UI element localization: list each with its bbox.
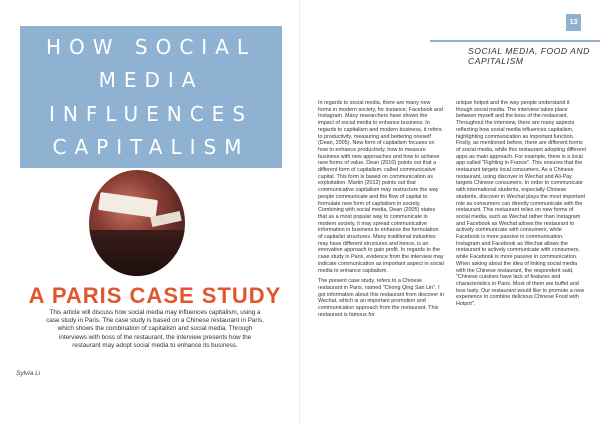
- title-line-2: MEDIA: [98, 68, 204, 93]
- body-column-1: [318, 100, 444, 323]
- page-number: 13: [566, 14, 581, 31]
- storefront-awning: [89, 230, 185, 276]
- restaurant-storefront-photo: [89, 170, 185, 276]
- title-banner: [20, 26, 282, 168]
- title-line-3: INFLUENCES: [48, 101, 254, 126]
- subtitle: A PARIS CASE STUDY: [28, 283, 282, 308]
- author-name: Sylvia Li: [16, 370, 41, 377]
- header-rule: [430, 40, 600, 42]
- title-line-4: CAPITALISM: [52, 135, 250, 160]
- section-label: SOCIAL MEDIA, FOOD AND CAPITALISM: [468, 46, 590, 67]
- body-paragraph: The present case study, refers to a Chinese restaurant in Paris, named "Chong Qing San Lin". I got information about this restaurant from discover in Wechat, which is an important promotion and communication approach from the restaurant. This restaurant is famous for: [318, 278, 444, 318]
- storefront-sign: [98, 192, 158, 218]
- page-gutter: [299, 0, 300, 424]
- title-line-1: HOW SOCIAL: [45, 34, 257, 59]
- body-column-2: [456, 100, 586, 312]
- body-paragraph: In regards to social media, there are many new forms in modern society, for instance; Facebook and Instagram. Many researchers have shown the impact of social media to enhance business. In regards to capitalism and modern business, it refers to productivity, measuring and bettering oneself (Dean, 2005). New form of capitalism focuses on how to enhance productivity, how to measure business with new approaches and how to achieve new forms of value. Dean (2010) points out that a different form of capitalism, called communicative capital. This form is based on communication as exploitation. Martin (2012) points out that communicative capitalism may restructure the way people communicate and the flow of capital to formulate new form of capitalism in society. Combining with social media, Dean (2005) states that as a most popular way to communicate in modern society, it may spread communicative information in business to enhance the formulation of capitalist structures. Many traditional industries may have different structures and hence, is an innovation approach to gain profit. In regards to the case study in Paris, evidence from the interview may indicate communication as important aspect in social media to enhance capitalism.: [318, 100, 444, 274]
- abstract: This article will discuss how social media may influences capitalism, using a case study in Paris. The case study is based on a Chinese restaurant in Paris, which shows the combination of capitalism and social media. Through interviews with boss of the restaurant, the interview presents how the restaurant may adopt social media to enhance its business.: [46, 309, 264, 349]
- body-paragraph: unique hotpot and the way people understand it though social media. The interview takes place between myself and the boss of the restaurant. Throughout the interview, there are many aspects reflecting how social media influences capitalism, highlighting communication as important function. Firstly, as mentioned before, there are different forms of social media, while this restaurant adopting different apps as main approach. For example, there is a local app called "Fighting in France". This ensures that the restaurant targets local consumers. As a Chinese restaurant, using discover in Wechat and Ali-Pay targets Chinese consumers. In order to communicate with international students, especially Chinese students, discover in Wechat plays the most important role as consumers can directly communicate with the restaurant. This restaurant relies on new forms of social media, such as Wechat rather than Instagram and Facebook as Wechat allows the restaurant to actively communicate with consumers, while Facebook is more passive in communication. Instagram and Facebook as Wechat allows the restaurant to actively communicate with consumers, while Facebook is more passive in communication. When asking about the idea of linking social media with the Chinese restaurant, the respondent said, "Chinese cuisines have lack of features and characteristics in Paris. Most of them are buffet and less tasty. Our restaurant would like to promote a new experience to combine delicious Chinese Food with Hotpot".: [456, 100, 586, 308]
